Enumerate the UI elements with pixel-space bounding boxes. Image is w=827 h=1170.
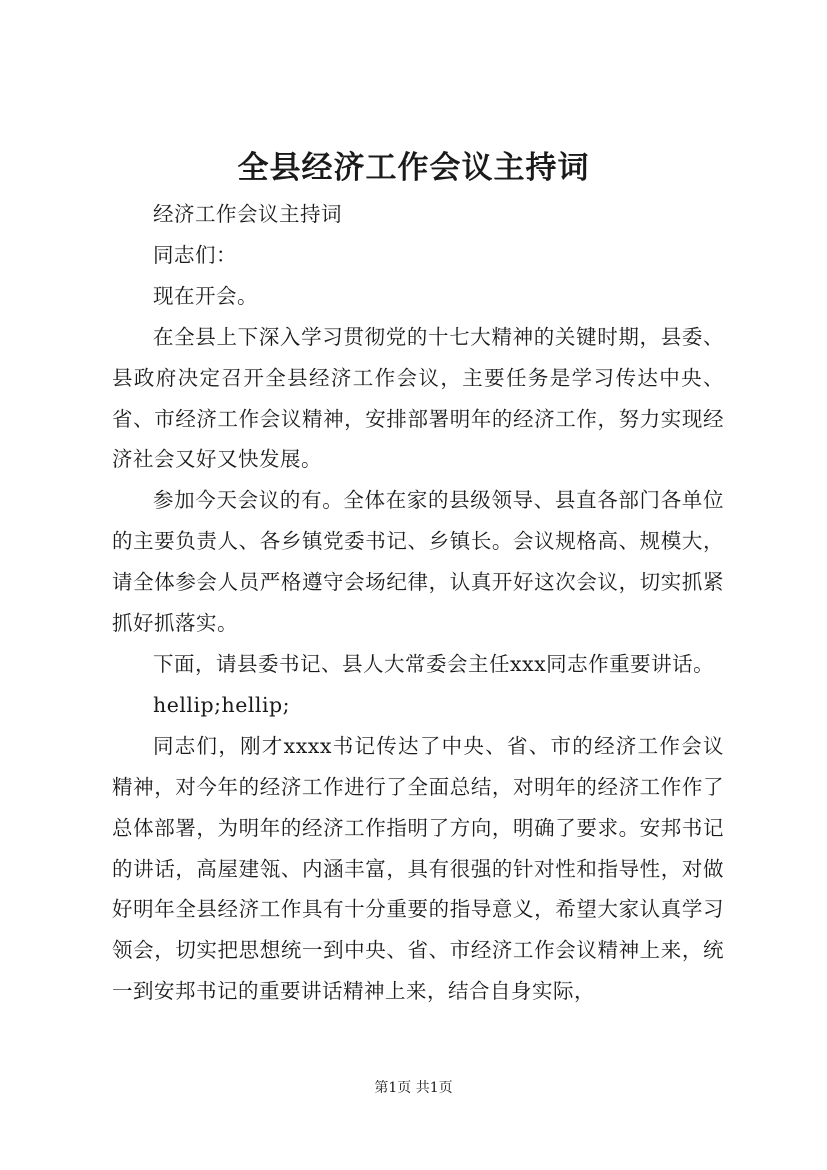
paragraph-subtitle: 经济工作会议主持词: [153, 202, 342, 226]
paragraph-salutation: 同志们：: [153, 242, 237, 267]
paragraph-meeting-purpose: 在全县上下深入学习贯彻党的十七大精神的关键时期，县委、县政府决定召开全县经济工作会议，主要任务是学习传达中央、省、市经济工作会议精神，安排部署明年的经济工作，努力实现经济社会又好又快发展。: [112, 324, 724, 472]
paragraph-attendees: 参加今天会议的有。全体在家的县级领导、县直各部门各单位的主要负责人、各乡镇党委书记、乡镇长。会议规格高、规模大，请全体参会人员严格遵守会场纪律，认真开好这次会议，切实抓紧抓好抓落实。: [112, 488, 724, 636]
document-title: 全县经济工作会议主持词: [237, 150, 590, 186]
document-body: [112, 194, 724, 1012]
paragraph-summary: 同志们，刚才xxxx书记传达了中央、省、市的经济工作会议精神，对今年的经济工作进行了全面总结，对明年的经济工作作了总体部署，为明年的经济工作指明了方向，明确了要求。安邦书记的讲话，高屋建瓴、内涵丰富，具有很强的针对性和指导性，对做好明年全县经济工作具有十分重要的指导意义，希望大家认真学习领会，切实把思想统一到中央、省、市经济工作会议精神上来，统一到安邦书记的重要讲话精神上来，结合自身实际，: [112, 733, 724, 1004]
paragraph-opening: 现在开会。: [153, 283, 258, 308]
page-footer: 第1页 共1页: [374, 1080, 453, 1096]
paragraph-ellipsis: hellip;hellip;: [153, 692, 291, 717]
paragraph-speech-intro: 下面，请县委书记、县人大常委会主任xxx同志作重要讲话。: [153, 651, 715, 676]
